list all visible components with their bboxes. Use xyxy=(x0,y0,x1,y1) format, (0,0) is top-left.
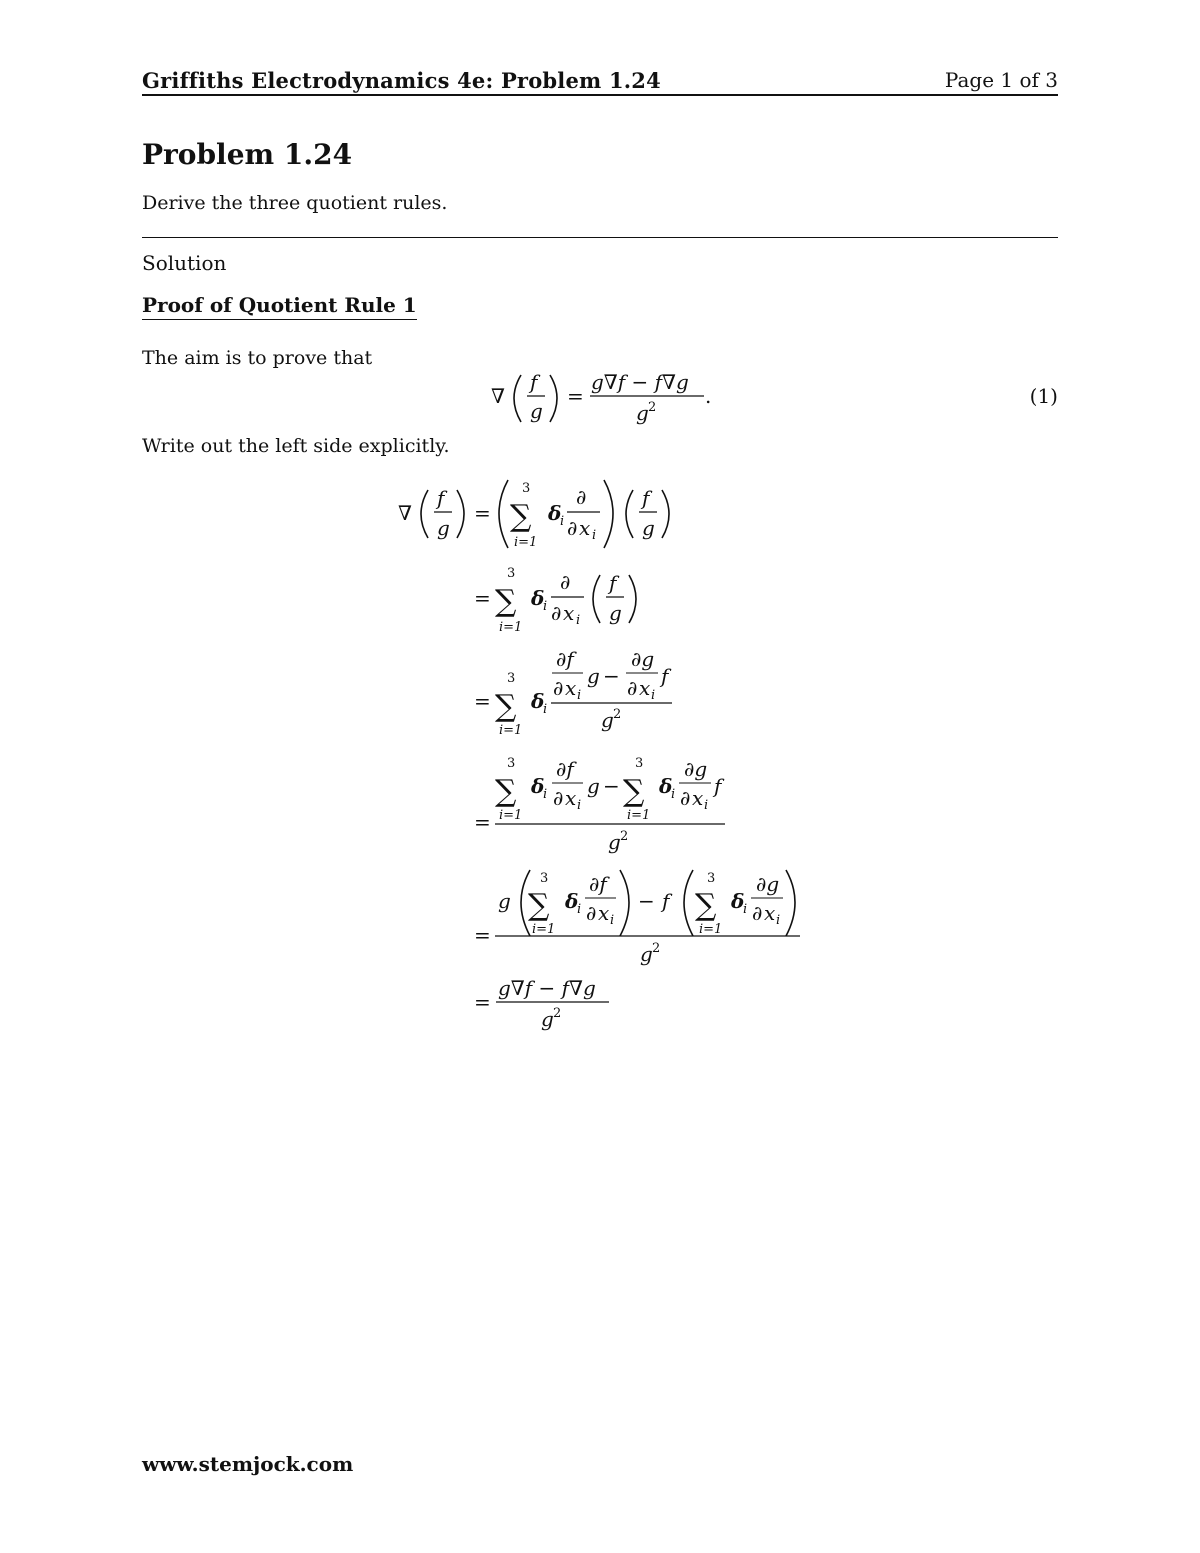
subscript-i: i xyxy=(543,599,548,614)
big-paren-right xyxy=(604,480,613,548)
sum-lower: i=1 xyxy=(499,620,523,635)
sum-upper: 3 xyxy=(522,481,531,496)
var-g: g xyxy=(642,516,655,540)
numerator: g∇f − f∇g xyxy=(498,976,596,1000)
nabla-symbol: ∇ xyxy=(491,384,505,408)
partial-symbol: ∂ xyxy=(680,786,691,810)
equation-1 xyxy=(491,370,711,425)
sum-upper: 3 xyxy=(507,671,516,686)
problem-title: Problem 1.24 xyxy=(142,138,353,171)
equals-sign: = xyxy=(474,689,491,713)
sum-upper: 3 xyxy=(507,756,516,771)
sum-symbol: ∑ xyxy=(495,689,517,724)
partial-g: ∂g xyxy=(684,757,708,781)
sum-lower: i=1 xyxy=(699,922,723,937)
minus-sign: − xyxy=(638,889,655,913)
derivation-line-2 xyxy=(474,566,636,635)
page-indicator: Page 1 of 3 xyxy=(944,68,1058,92)
partial-symbol: ∂ xyxy=(553,676,564,700)
var-g: g xyxy=(437,516,450,540)
var-x: x xyxy=(764,901,776,925)
partial-symbol: ∂ xyxy=(627,676,638,700)
subscript-i: i xyxy=(704,798,709,813)
delta-symbol: δ xyxy=(548,501,562,525)
var-g: g xyxy=(530,399,543,423)
var-g: g xyxy=(601,708,614,732)
paren-left xyxy=(626,490,633,538)
paren-left xyxy=(593,575,600,623)
sum-lower: i=1 xyxy=(499,723,523,738)
subscript-i: i xyxy=(651,688,656,703)
nabla-symbol: ∇ xyxy=(398,501,412,525)
proof-heading: Proof of Quotient Rule 1 xyxy=(142,293,417,320)
subscript-i: i xyxy=(743,902,748,917)
big-paren-left xyxy=(499,480,508,548)
subscript-i: i xyxy=(576,613,581,628)
paren-right xyxy=(550,375,557,422)
numerator: g∇f − f∇g xyxy=(591,370,689,394)
var-f: f xyxy=(437,486,445,510)
derivation-line-1 xyxy=(398,480,669,550)
paren-left xyxy=(514,375,521,422)
subscript-i: i xyxy=(560,514,565,529)
subscript-i: i xyxy=(577,902,582,917)
delta-symbol: δ xyxy=(731,889,745,913)
problem-statement: Derive the three quotient rules. xyxy=(142,192,448,214)
equation-number: (1) xyxy=(1029,384,1058,408)
subscript-i: i xyxy=(543,702,548,717)
sum-symbol: ∑ xyxy=(623,774,645,809)
sum-symbol: ∑ xyxy=(695,888,717,923)
sum-lower: i=1 xyxy=(532,922,556,937)
big-paren-right xyxy=(620,870,629,936)
derivation-line-3 xyxy=(474,647,672,738)
paren-right xyxy=(457,490,464,538)
minus-sign: − xyxy=(603,774,620,798)
var-f: f xyxy=(609,571,617,595)
delta-symbol: δ xyxy=(659,774,673,798)
subscript-i: i xyxy=(610,913,615,928)
minus-sign: − xyxy=(603,664,620,688)
exponent-2: 2 xyxy=(620,829,629,844)
sum-symbol: ∑ xyxy=(495,774,517,809)
header-title: Griffiths Electrodynamics 4e: Problem 1.24 xyxy=(142,68,661,93)
sum-lower: i=1 xyxy=(514,535,538,550)
big-paren-right xyxy=(786,870,795,936)
var-x: x xyxy=(565,786,577,810)
equals-sign: = xyxy=(474,990,491,1014)
equals-sign: = xyxy=(474,586,491,610)
exponent-2: 2 xyxy=(652,941,661,956)
partial-symbol: ∂ xyxy=(752,901,763,925)
var-g: g xyxy=(498,889,511,913)
var-f: f xyxy=(662,889,670,913)
paren-left xyxy=(421,490,428,538)
var-f: f xyxy=(661,664,669,688)
subscript-i: i xyxy=(543,787,548,802)
subscript-i: i xyxy=(577,688,582,703)
partial-symbol: ∂ xyxy=(567,516,578,540)
var-g: g xyxy=(608,830,621,854)
var-x: x xyxy=(565,676,577,700)
equals-sign: = xyxy=(474,810,491,834)
var-x: x xyxy=(579,516,591,540)
subscript-i: i xyxy=(671,787,676,802)
var-f: f xyxy=(714,774,722,798)
var-g: g xyxy=(636,401,649,425)
partial-g: ∂g xyxy=(631,647,655,671)
delta-symbol: δ xyxy=(531,774,545,798)
subscript-i: i xyxy=(592,528,597,543)
exponent-2: 2 xyxy=(648,400,657,415)
derivation-line-4 xyxy=(474,756,725,854)
var-f: f xyxy=(530,370,538,394)
partial-f: ∂f xyxy=(589,872,607,896)
derivation-line-6 xyxy=(474,976,609,1031)
var-x: x xyxy=(639,676,651,700)
sum-lower: i=1 xyxy=(627,808,651,823)
sum-lower: i=1 xyxy=(499,808,523,823)
delta-symbol: δ xyxy=(565,889,579,913)
partial-f: ∂f xyxy=(556,647,574,671)
derivation-line-5 xyxy=(474,870,800,966)
var-f: f xyxy=(642,486,650,510)
sum-symbol: ∑ xyxy=(510,499,532,534)
period: . xyxy=(705,384,712,408)
aim-text: The aim is to prove that xyxy=(142,347,373,369)
exponent-2: 2 xyxy=(553,1006,562,1021)
partial-f: ∂f xyxy=(556,757,574,781)
big-paren-left xyxy=(684,870,693,936)
partial-g: ∂g xyxy=(756,872,780,896)
paren-right xyxy=(662,490,669,538)
write-out-text: Write out the left side explicitly. xyxy=(142,435,450,457)
var-g: g xyxy=(609,601,622,625)
equals-sign: = xyxy=(567,384,584,408)
partial-symbol: ∂ xyxy=(576,485,587,509)
delta-symbol: δ xyxy=(531,586,545,610)
var-x: x xyxy=(598,901,610,925)
var-x: x xyxy=(692,786,704,810)
sum-symbol: ∑ xyxy=(495,584,517,619)
sum-symbol: ∑ xyxy=(528,888,550,923)
paren-right xyxy=(629,575,636,623)
sum-upper: 3 xyxy=(707,871,716,886)
var-g: g xyxy=(541,1007,554,1031)
partial-symbol: ∂ xyxy=(560,570,571,594)
var-g: g xyxy=(587,774,600,798)
partial-symbol: ∂ xyxy=(551,601,562,625)
solution-label: Solution xyxy=(142,251,227,275)
var-g: g xyxy=(640,942,653,966)
equals-sign: = xyxy=(474,923,491,947)
var-g: g xyxy=(587,664,600,688)
sum-upper: 3 xyxy=(635,756,644,771)
partial-symbol: ∂ xyxy=(553,786,564,810)
var-x: x xyxy=(563,601,575,625)
footer-url[interactable]: www.stemjock.com xyxy=(142,1452,354,1476)
partial-symbol: ∂ xyxy=(586,901,597,925)
subscript-i: i xyxy=(776,913,781,928)
sum-upper: 3 xyxy=(507,566,516,581)
sum-upper: 3 xyxy=(540,871,549,886)
exponent-2: 2 xyxy=(613,707,622,722)
delta-symbol: δ xyxy=(531,689,545,713)
subscript-i: i xyxy=(577,798,582,813)
equals-sign: = xyxy=(474,501,491,525)
